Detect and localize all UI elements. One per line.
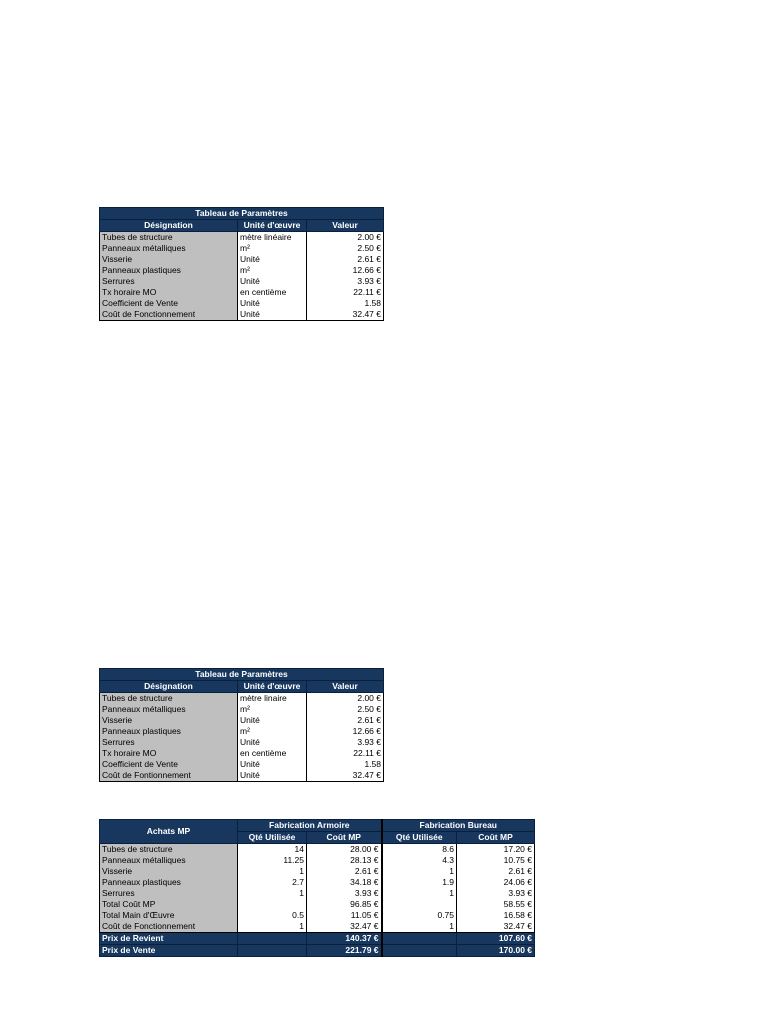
- unite-cell: Unité: [238, 737, 307, 748]
- valeur-cell: 2.50 €: [307, 704, 384, 715]
- sub-header-cout: Coût MP: [457, 832, 535, 844]
- valeur-cell: 2.00 €: [307, 693, 384, 705]
- table-row: [100, 770, 384, 782]
- valeur-cell: 2.61 €: [307, 715, 384, 726]
- table-row: [100, 276, 384, 287]
- total-row-prix-revient: [100, 933, 535, 945]
- bureau-total-value: 170.00 €: [457, 945, 535, 957]
- armoire-cout-cell: 2.61 €: [307, 866, 382, 877]
- armoire-qte-cell: 2.7: [238, 877, 307, 888]
- empty-cell: [238, 945, 307, 957]
- corner-header: Achats MP: [100, 820, 238, 844]
- col-header-valeur: Valeur: [307, 220, 384, 232]
- valeur-cell: 32.47 €: [307, 770, 384, 782]
- armoire-cout-cell: 34.18 €: [307, 877, 382, 888]
- bureau-cout-cell: 10.75 €: [457, 855, 535, 866]
- table-row: [100, 298, 384, 309]
- designation-cell: Visserie: [100, 715, 238, 726]
- empty-cell: [238, 933, 307, 945]
- valeur-cell: 32.47 €: [307, 309, 384, 321]
- valeur-cell: 2.61 €: [307, 254, 384, 265]
- empty-cell: [382, 945, 457, 957]
- unite-cell: en centième: [238, 287, 307, 298]
- bureau-cout-cell: 32.47 €: [457, 921, 535, 933]
- table-title: Tableau de Paramètres: [100, 669, 384, 681]
- designation-cell: Tubes de structure: [100, 232, 238, 244]
- table-row: [100, 737, 384, 748]
- group-header-bureau: Fabrication Bureau: [382, 820, 535, 832]
- bureau-qte-cell: 1: [382, 921, 457, 933]
- bureau-cout-cell: 17.20 €: [457, 844, 535, 856]
- armoire-cout-cell: 32.47 €: [307, 921, 382, 933]
- bureau-cout-cell: 24.06 €: [457, 877, 535, 888]
- params-table-2: [99, 668, 384, 782]
- total-row-prix-vente: [100, 945, 535, 957]
- table-row: [100, 748, 384, 759]
- armoire-qte-cell: 11.25: [238, 855, 307, 866]
- unite-cell: m²: [238, 704, 307, 715]
- armoire-qte-cell: 1: [238, 866, 307, 877]
- valeur-cell: 1.58: [307, 298, 384, 309]
- table-row: [100, 232, 384, 244]
- armoire-qte-cell: 1: [238, 921, 307, 933]
- table-row: [100, 287, 384, 298]
- row-label: Serrures: [100, 888, 238, 899]
- designation-cell: Panneaux plastiques: [100, 265, 238, 276]
- valeur-cell: 22.11 €: [307, 748, 384, 759]
- achats-mp-table: [99, 819, 535, 957]
- designation-cell: Serrures: [100, 737, 238, 748]
- table-row: [100, 265, 384, 276]
- row-label: Visserie: [100, 866, 238, 877]
- col-header-designation: Désignation: [100, 681, 238, 693]
- unite-cell: Unité: [238, 759, 307, 770]
- valeur-cell: 3.93 €: [307, 737, 384, 748]
- table-row: [100, 910, 535, 921]
- unite-cell: m²: [238, 726, 307, 737]
- bureau-qte-cell: 8.6: [382, 844, 457, 856]
- armoire-qte-cell: 0.5: [238, 910, 307, 921]
- group-header-armoire: Fabrication Armoire: [238, 820, 382, 832]
- bureau-cout-cell: 2.61 €: [457, 866, 535, 877]
- valeur-cell: 1.58: [307, 759, 384, 770]
- bureau-qte-cell: 4.3: [382, 855, 457, 866]
- unite-cell: Unité: [238, 276, 307, 287]
- unite-cell: Unité: [238, 715, 307, 726]
- table-row: [100, 899, 535, 910]
- armoire-qte-cell: [238, 899, 307, 910]
- designation-cell: Coût de Fonctionnement: [100, 309, 238, 321]
- armoire-cout-cell: 28.13 €: [307, 855, 382, 866]
- unite-cell: m²: [238, 265, 307, 276]
- designation-cell: Panneaux métalliques: [100, 704, 238, 715]
- designation-cell: Tubes de structure: [100, 693, 238, 705]
- table-row: [100, 866, 535, 877]
- designation-cell: Coefficient de Vente: [100, 298, 238, 309]
- valeur-cell: 2.00 €: [307, 232, 384, 244]
- designation-cell: Coefficient de Vente: [100, 759, 238, 770]
- valeur-cell: 3.93 €: [307, 276, 384, 287]
- empty-cell: [382, 933, 457, 945]
- bureau-cout-cell: 3.93 €: [457, 888, 535, 899]
- valeur-cell: 12.66 €: [307, 726, 384, 737]
- designation-cell: Coût de Fontionnement: [100, 770, 238, 782]
- row-label: Coût de Fonctionnement: [100, 921, 238, 933]
- table-row: [100, 921, 535, 933]
- params-table-1: [99, 207, 384, 321]
- armoire-qte-cell: 14: [238, 844, 307, 856]
- table-row: [100, 693, 384, 705]
- row-label: Total Main d'Œuvre: [100, 910, 238, 921]
- col-header-designation: Désignation: [100, 220, 238, 232]
- row-label: Tubes de structure: [100, 844, 238, 856]
- table-row: [100, 254, 384, 265]
- row-label: Panneaux plastiques: [100, 877, 238, 888]
- bureau-qte-cell: 0.75: [382, 910, 457, 921]
- bureau-qte-cell: [382, 899, 457, 910]
- armoire-cout-cell: 96.85 €: [307, 899, 382, 910]
- valeur-cell: 12.66 €: [307, 265, 384, 276]
- table-row: [100, 844, 535, 856]
- armoire-total-value: 221.79 €: [307, 945, 382, 957]
- table-row: [100, 715, 384, 726]
- armoire-cout-cell: 11.05 €: [307, 910, 382, 921]
- row-label: Panneaux métalliques: [100, 855, 238, 866]
- total-label: Prix de Vente: [100, 945, 238, 957]
- unite-cell: Unité: [238, 309, 307, 321]
- sub-header-cout: Coût MP: [307, 832, 382, 844]
- col-header-unite: Unité d'œuvre: [238, 220, 307, 232]
- bureau-total-value: 107.60 €: [457, 933, 535, 945]
- bureau-qte-cell: 1: [382, 888, 457, 899]
- bureau-cout-cell: 58.55 €: [457, 899, 535, 910]
- armoire-qte-cell: 1: [238, 888, 307, 899]
- designation-cell: Serrures: [100, 276, 238, 287]
- designation-cell: Tx horaire MO: [100, 748, 238, 759]
- valeur-cell: 22.11 €: [307, 287, 384, 298]
- row-label: Total Coût MP: [100, 899, 238, 910]
- designation-cell: Visserie: [100, 254, 238, 265]
- table-row: [100, 759, 384, 770]
- designation-cell: Tx horaire MO: [100, 287, 238, 298]
- armoire-cout-cell: 3.93 €: [307, 888, 382, 899]
- sub-header-qte: Qté Utilisée: [382, 832, 457, 844]
- armoire-cout-cell: 28.00 €: [307, 844, 382, 856]
- armoire-total-value: 140.37 €: [307, 933, 382, 945]
- unite-cell: m²: [238, 243, 307, 254]
- bureau-qte-cell: 1.9: [382, 877, 457, 888]
- table-row: [100, 726, 384, 737]
- designation-cell: Panneaux métalliques: [100, 243, 238, 254]
- col-header-valeur: Valeur: [307, 681, 384, 693]
- unite-cell: mètre linaire: [238, 693, 307, 705]
- designation-cell: Panneaux plastiques: [100, 726, 238, 737]
- table-row: [100, 888, 535, 899]
- unite-cell: Unité: [238, 254, 307, 265]
- table-row: [100, 309, 384, 321]
- col-header-unite: Unité d'œuvre: [238, 681, 307, 693]
- table-row: [100, 855, 535, 866]
- table-row: [100, 243, 384, 254]
- valeur-cell: 2.50 €: [307, 243, 384, 254]
- table-row: [100, 704, 384, 715]
- table-title: Tableau de Paramètres: [100, 208, 384, 220]
- bureau-qte-cell: 1: [382, 866, 457, 877]
- unite-cell: Unité: [238, 770, 307, 782]
- unite-cell: mètre linéaire: [238, 232, 307, 244]
- total-label: Prix de Revient: [100, 933, 238, 945]
- bureau-cout-cell: 16.58 €: [457, 910, 535, 921]
- sub-header-qte: Qté Utilisée: [238, 832, 307, 844]
- table-row: [100, 877, 535, 888]
- unite-cell: Unité: [238, 298, 307, 309]
- unite-cell: en centième: [238, 748, 307, 759]
